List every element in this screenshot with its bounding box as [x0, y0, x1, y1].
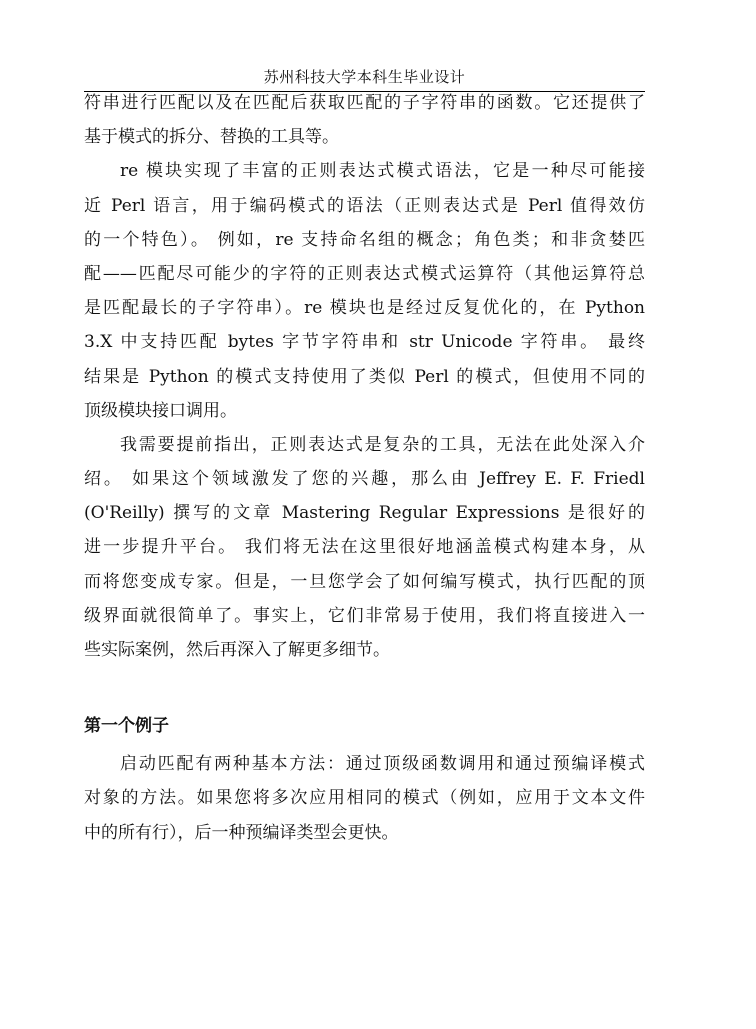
paragraph — [84, 86, 645, 154]
text-line: 配——匹配尽可能少的字符的正则表达式模式运算符（其他运算符总 — [84, 263, 645, 284]
text-line: (O'Reilly) 撰写的文章 Mastering Regular Expressions 是很好的 — [84, 503, 645, 524]
section-spacer — [84, 667, 645, 709]
text-line: 近 Perl 语言，用于编码模式的语法（正则表达式是 Perl 值得效仿 — [84, 195, 645, 216]
text-line: 我需要提前指出，正则表达式是复杂的工具，无法在此处深入介 — [120, 434, 645, 455]
text-line: 是匹配最长的子字符串）。re 模块也是经过反复优化的，在 Python — [84, 298, 645, 319]
text-line: re 模块实现了丰富的正则表达式模式语法，它是一种尽可能接 — [120, 161, 645, 182]
text-line: 对象的方法。如果您将多次应用相同的模式（例如，应用于文本文件 — [84, 788, 645, 809]
text-line: 3.X 中支持匹配 bytes 字节字符串和 str Unicode 字符串。 最终 — [84, 332, 645, 353]
paragraph — [84, 428, 645, 667]
text-line: 符串进行匹配以及在匹配后获取匹配的子字符串的函数。它还提供了 — [84, 93, 645, 113]
text-line: 绍。 如果这个领域激发了您的兴趣，那么由 Jeffrey E. F. Friedl — [84, 469, 645, 490]
text-line: 结果是 Python 的模式支持使用了类似 Perl 的模式，但使用不同的 — [84, 366, 645, 387]
text-line: 启动匹配有两种基本方法：通过顶级函数调用和通过预编译模式 — [120, 754, 645, 775]
text-line: 进一步提升平台。 我们将无法在这里很好地涵盖模式构建本身，从 — [84, 537, 645, 558]
text-line: 基于模式的拆分、替换的工具等。 — [84, 127, 339, 148]
document-body — [84, 86, 645, 850]
text-line: 些实际案例，然后再深入了解更多细节。 — [84, 640, 390, 660]
paragraph — [84, 154, 645, 428]
text-line: 顶级模块接口调用。 — [84, 400, 237, 421]
paragraph — [84, 747, 645, 850]
header-title: 苏州科技大学本科生毕业设计 — [263, 68, 466, 86]
text-line: 级界面就很简单了。事实上，它们非常易于使用，我们将直接进入一 — [84, 605, 645, 626]
text-line: 的一个特色）。 例如，re 支持命名组的概念；角色类；和非贪婪匹 — [84, 229, 645, 250]
text-line: 而将您变成专家。但是，一旦您学会了如何编写模式，执行匹配的顶 — [84, 571, 645, 592]
text-line: 中的所有行），后一种预编译类型会更快。 — [84, 822, 399, 843]
section-heading: 第一个例子 — [84, 716, 169, 737]
